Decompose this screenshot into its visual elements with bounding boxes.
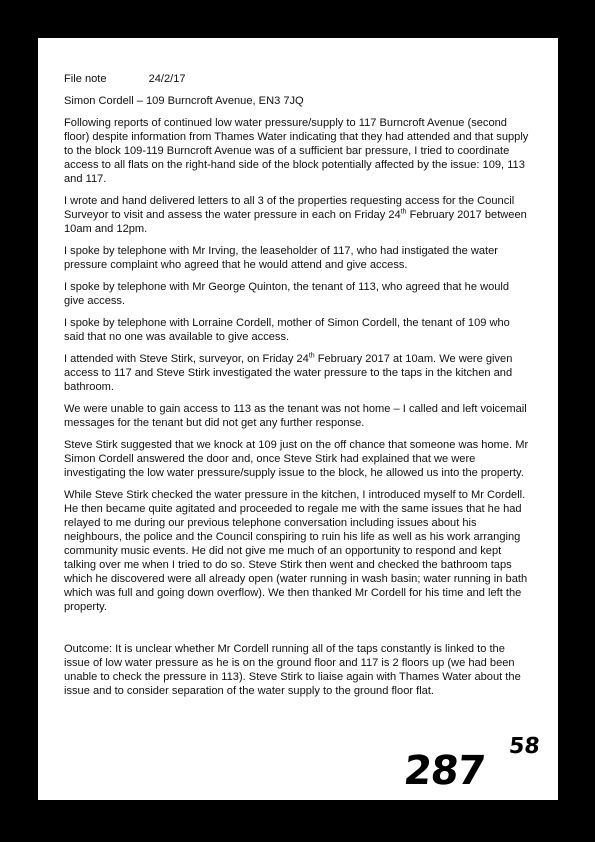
file-note-subject: Simon Cordell – 109 Burncroft Avenue, EN3 7JQ [64,95,304,107]
paragraph-irving: I spoke by telephone with Mr Irving, the leaseholder of 117, who had instigated the water pressure complaint who agreed that he would attend and give access. [64,245,498,271]
file-note-label: File note [64,73,107,85]
file-note-body [64,72,530,706]
handwritten-page-number: 287 [401,748,487,794]
paragraph-outcome: Outcome: It is unclear whether Mr Cordell running all of the taps constantly is linked to the issue of low water pressure as he is on the ground floor and 117 is 2 floors up (we had been unable to check the pressure in 113). Steve Stirk to liaise again with Thames Water about the issue and to consider separation of the water supply to the ground floor flat. [64,643,521,697]
paragraph-reports: Following reports of continued low water pressure/supply to 117 Burncroft Avenue (second floor) despite information from Thames Water indicating that they had attended and that supply to the block 109-119 Burncroft Avenue was of a sufficient bar pressure, I tried to coordinate access to all flats on the right-hand side of the block potentially affected by the issue: 109, 113 and 117. [64,117,529,185]
spacer [64,622,530,642]
paragraph-quinton: I spoke by telephone with Mr George Quinton, the tenant of 113, who agreed that he would give access. [64,281,510,307]
handwritten-small-number: 58 [507,734,541,759]
paragraph-letters: I wrote and hand delivered letters to all 3 of the properties requesting access for the Council Surveyor to visit and assess the water pressure in each on Friday 24th February 2017 between 10am and 12pm. [64,195,527,235]
paragraph-knock: Steve Stirk suggested that we knock at 109 just on the off chance that someone was home. Mr Simon Cordell answered the door and, once Steve Stirk had explained that we were investigating the low water pressure/supply issue to the block, he allowed us into the property. [64,439,529,479]
paragraph-visit: While Steve Stirk checked the water pressure in the kitchen, I introduced myself to Mr Cordell. He then became quite agitated and proceeded to regale me with the same issues that he had relayed to me during our previous telephone conversation including issues about his neighbours, the police and the Council conspiring to ruin his life as well as his work arranging community music events. He did not give me much of an opportunity to respond and kept talking over me when I tried to do so. Steve Stirk then went and checked the bathroom taps which he discovered were all already open (water running in wash basin; water running in bath which was full and going down overflow). We then thanked Mr Cordell for his time and left the property. [64,489,528,613]
document-page [38,38,558,800]
file-note-header [64,72,530,86]
paragraph-lorraine: I spoke by telephone with Lorraine Cordell, mother of Simon Cordell, the tenant of 109 who said that no one was available to give access. [64,317,510,343]
file-note-date: 24/2/17 [148,73,186,85]
paragraph-no-access: We were unable to gain access to 113 as the tenant was not home – I called and left voicemail messages for the tenant but did not get any further response. [64,403,527,429]
paragraph-attended: I attended with Steve Stirk, surveyor, on Friday 24th February 2017 at 10am. We were given access to 117 and Steve Stirk investigated the water pressure to the taps in the kitchen and bathroom. [64,352,513,393]
